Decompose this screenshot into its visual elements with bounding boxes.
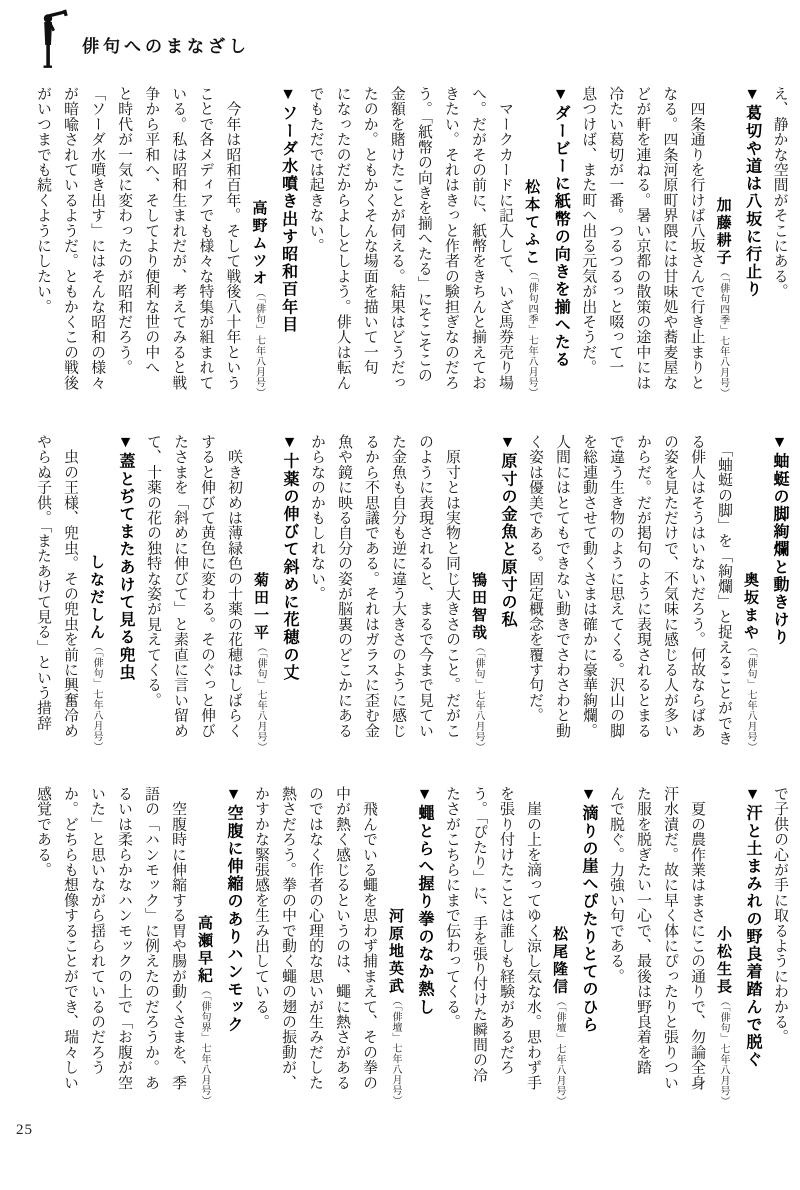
body-text-column: を総連動させて動くさまは確かに豪華絢爛。 (581, 434, 597, 738)
person-looking-through-telescope-icon (34, 8, 72, 72)
body-text-column: が暗喩されているようだ。ともかくこの戦後 (62, 86, 79, 390)
body-text-column: いた」と思いながら揺られているのだろう (89, 786, 105, 1075)
body-text-column: るいは柔らかなハンモックの上で「お腹が空 (116, 786, 132, 1090)
body-text-column: 夏の農作業はまさにこの通りで、勿論全身 (689, 786, 705, 1090)
author-name: 高瀬早紀 (196, 915, 213, 985)
body-text-column: 冷たい葛切が一番。つるつるっと啜って一 (607, 86, 624, 375)
haiku-title: ▼ソーダ水噴き出す昭和百年目 (279, 86, 297, 334)
magazine-issue: （「俳句四季」七年八月号） (717, 266, 729, 398)
body-text-column: 原寸とは実物と同じ大きさのこと。だがこ (444, 434, 460, 738)
haiku-title: ▼原寸の金魚と原寸の私 (499, 434, 516, 629)
haiku-title: ▼蓋とぢてまたあけて見る兜虫 (117, 434, 134, 682)
body-text-column: た金魚も自分も逆に違う大きさのように感じ (390, 434, 406, 738)
body-text-column: う。「ぴたり」に、手を張り付けた瞬間の冷 (471, 786, 487, 1083)
magazine-issue: （「俳壇」七年八月号） (390, 995, 401, 1106)
continuation-column: え、静かな空間がそこにある。 (771, 86, 788, 299)
body-text-column: んで脱ぐ。力強い句である。 (608, 786, 624, 984)
body-text-column: 熱さだろう。拳の中で動く蠅の翅の振動が、 (280, 786, 296, 1090)
body-text-column: かすかな緊張感を生み出している。 (253, 786, 269, 1030)
magazine-issue: （「俳句」七年八月号） (473, 641, 484, 752)
body-text-column: を張り付けたことは誰しも経験があるだろ (498, 786, 514, 1075)
body-text-column: きたい。それはきっと作者の験担ぎなのだろ (442, 86, 459, 390)
magazine-issue: （「俳句界」七年八月号） (199, 985, 210, 1106)
magazine-issue: （「俳句四季」七年八月号） (526, 266, 538, 398)
body-text-column: で違う生き物のように思えてくる。沢山の脚 (608, 434, 624, 738)
haiku-title: ▼十薬の伸びて斜めに花穂の丈 (281, 434, 298, 682)
body-text-column: どが軒を連ねる。暑い京都の散策の途中には (634, 86, 651, 390)
column-masthead (34, 8, 250, 72)
page-number: 25 (16, 1122, 33, 1138)
body-text-column: なる。四条河原町界隈には甘味処や蕎麦屋な (661, 86, 678, 390)
body-text-column: のではなく作者の心理的な思いが生みだした (307, 786, 323, 1090)
author-name: 加藤耕子 (714, 196, 732, 267)
body-text-column: 「ソーダ水噴き出す」にはそんな昭和の様々 (89, 86, 106, 390)
magazine-issue: （「俳句」七年八月号） (91, 641, 102, 752)
author-line (387, 786, 404, 1106)
body-text-column: 咲き初めは薄緑色の十薬の花穂はしばらく (226, 434, 242, 738)
author-line (252, 434, 269, 752)
author-name: 菊田一平 (252, 571, 269, 642)
author-line (715, 786, 732, 1106)
author-name: 河原地英武 (387, 908, 404, 996)
body-text-column: すると伸びて黄色に変わる。そのぐっと伸び (199, 434, 215, 738)
magazine-issue: （「俳壇」七年八月号） (554, 995, 565, 1106)
magazine-issue: （「俳句」七年八月号） (255, 641, 266, 752)
haiku-title: ▼葛切や道は八坂に行止り (743, 86, 761, 299)
body-text-column: やらぬ子供。「またあけて見る」という措辞 (35, 434, 51, 731)
author-name: 松尾隆信 (551, 925, 568, 996)
author-line (715, 86, 732, 398)
body-text-column: たさがこちらにまで伝わってくる。 (444, 786, 460, 1030)
haiku-title: ▼滴りの崖へぴたりとてのひら (580, 786, 597, 1034)
body-text-column: 争から平和へ、そしてより便利な世の中へ (143, 86, 160, 375)
body-text-column: 空腹時に伸縮する胃や腸が動くさまを、季 (170, 786, 186, 1090)
body-text-column: う。「紙幣の向きを揃へたる」にそこそこの (415, 86, 432, 383)
body-text-column: て、十薬の花の独特な姿が見えてくる。 (145, 434, 161, 708)
body-text-column: るから不思議である。それはガラスに歪む金 (363, 434, 379, 738)
author-name: 鴇田智哉 (470, 571, 487, 642)
body-text-column: 息つけば、また町へ出る元気が出そうだ。 (580, 86, 597, 375)
magazine-issue: （「俳句」七年八月号） (253, 287, 265, 398)
author-name: 松本てふこ (523, 179, 541, 267)
body-text-column: の姿を見ただけで、不気味に感じる人が多い (662, 434, 678, 738)
author-line (470, 434, 487, 752)
body-text-column: になったのだからよしとしよう。俳人は転ん (334, 86, 351, 390)
author-name: 小松生長 (715, 925, 732, 996)
haiku-title: ▼蠅とらへ握り拳のなか熱し (416, 786, 433, 1016)
body-text-column: たさまを「斜めに伸びて」と素直に言い留め (172, 434, 188, 738)
body-text-column: く姿は優美である。固定概念を覆す句だ。 (527, 434, 543, 723)
body-text-column: た服を脱ぎたい一心で、最後は野良着を踏 (635, 786, 651, 1075)
body-text-column: マークカードに記入して、いざ馬券売り場 (497, 86, 514, 390)
haiku-title: ▼蚰蜓の脚絢爛と動きけり (771, 434, 788, 647)
haiku-title: ▼ダービーに紙幣の向きを揃へたる (552, 86, 570, 369)
body-text-column: からだ。だが掲句のように表現されるとまる (635, 434, 651, 738)
body-text-column: 汗水漬だ。故に早く体にぴったりと張りつい (662, 786, 678, 1090)
author-line (523, 86, 540, 398)
body-text-column: 魚や鏡に映る自分の姿が脳裏のどこかにある (336, 434, 352, 738)
body-text-column: 「蚰蜓の脚」を「絢爛」と捉えることができ (716, 434, 732, 746)
body-text-column: ことで各メディアでも様々な特集が組まれて (197, 86, 214, 390)
author-name: しなだしん (88, 554, 105, 642)
body-text-column: 人間にはとてもできない動きでさわさわと動 (554, 434, 570, 738)
body-text-column: へ。だがその前に、紙幣をきちんと揃えてお (470, 86, 486, 390)
body-text-column: か。どちらも想像することができ、瑞々しい (62, 786, 78, 1090)
body-text-column: いる。私は昭和生まれだが、考えてみると戦 (170, 86, 187, 390)
body-text-column: たのか。ともかくそんな場面を描いて一句 (361, 86, 378, 375)
text-band-middle (34, 434, 788, 752)
body-text-column: からなのかもしれない。 (309, 434, 325, 602)
body-text-column: 今年は昭和百年。そして戦後八十年という (224, 86, 241, 390)
body-text-column: がいつまでも続くようにしたい。 (35, 86, 51, 314)
magazine-issue: （「俳句」七年八月号） (745, 641, 756, 752)
body-text-column: 金額を賭けたことが伺える。結果はどうだっ (388, 86, 405, 390)
magazine-issue: （「俳句」七年八月号） (718, 995, 729, 1106)
haiku-title: ▼汗と土まみれの野良着踏んで脱ぐ (744, 786, 761, 1069)
body-text-column: 飛んでいる蠅を思わず捕まえて、その拳の (361, 786, 377, 1090)
body-text-column: 語の「ハンモック」に例えたのだろうか。あ (143, 786, 159, 1090)
continuation-column: で子供の心が手に取るようにわかる。 (772, 786, 788, 1045)
body-text-column: のように表現されると、まるで今まで見てい (417, 434, 433, 738)
author-line (251, 86, 268, 398)
author-name: 奥坂まや (742, 571, 759, 642)
body-text-column: る俳人はそうはいないだろう。何故ならばあ (689, 434, 705, 738)
body-text-column: 虫の王様、兜虫。その兜虫を前に興奮冷め (62, 434, 78, 738)
author-line (196, 786, 213, 1106)
body-text-column: 崖の上を滴ってゆく涼し気な水。思わず手 (525, 786, 541, 1090)
body-text-column: でもただでは起きない。 (307, 86, 324, 254)
haiku-title: ▼空腹に伸縮のありハンモック (225, 786, 242, 1034)
author-line (551, 786, 568, 1106)
body-text-column: 感覚である。 (35, 786, 51, 878)
body-text-column: と時代が一気に変わったのが昭和だろう。 (116, 86, 133, 375)
author-line (742, 434, 759, 752)
column-title: 俳句へのまなざし (82, 37, 250, 56)
author-line (88, 434, 105, 752)
text-band-top (34, 86, 788, 398)
body-text-column: 四条通りを行けば八坂さんで行き止まりと (688, 86, 705, 390)
author-name: 高野ムツオ (250, 200, 268, 288)
text-band-bottom (34, 786, 788, 1106)
body-text-column: 中が熱く感じるというのは、蠅に熱さがある (334, 786, 350, 1090)
